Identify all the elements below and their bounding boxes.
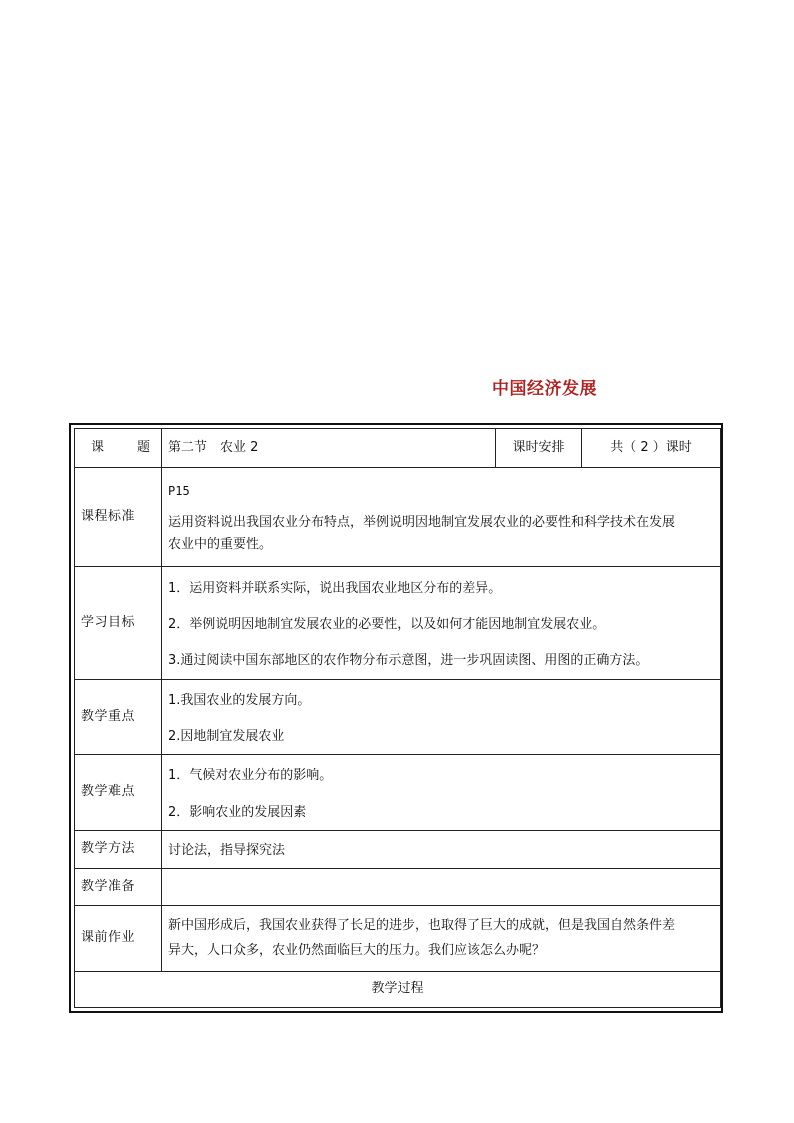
methods-value (162, 831, 721, 869)
standard-label: 课程标准 (75, 468, 162, 567)
process-header: 教学过程 (75, 972, 721, 1008)
key-points-label: 教学重点 (75, 680, 162, 755)
standard-text-line2: 农业中的重要性。 (168, 537, 273, 553)
row-standard (75, 468, 721, 567)
methods-text: 讨论法，指导探究法 (168, 843, 286, 859)
row-process (75, 972, 721, 1008)
difficulty-item: 2．影响农业的发展因素 (168, 804, 307, 820)
row-preparation (75, 869, 721, 906)
objective-item: 3.通过阅读中国东部地区的农作物分布示意图，进一步巩固读图、用图的正确方法。 (168, 653, 649, 669)
methods-label: 教学方法 (75, 831, 162, 869)
topic-label (75, 429, 162, 468)
row-methods (75, 831, 721, 869)
pre-class-text-line1: 新中国形成后，我国农业获得了长足的进步，也取得了巨大的成就，但是我国自然条件差 (168, 918, 676, 934)
topic-value: 第二节 农业 2 (162, 429, 496, 468)
document-title: 中国经济发展 (492, 379, 597, 399)
topic-label-part2: 题 (137, 439, 151, 455)
standard-content (162, 468, 721, 567)
topic-label-part1: 课 (91, 439, 105, 455)
standard-text-line1: 运用资料说出我国农业分布特点，举例说明因地制宜发展农业的必要性和科学技术在发展 (168, 515, 676, 531)
row-topic (75, 429, 721, 468)
key-point-item: 1.我国农业的发展方向。 (168, 692, 311, 708)
pre-class-content (162, 906, 721, 972)
difficulties-content (162, 755, 721, 831)
objective-item: 1．运用资料并联系实际，说出我国农业地区分布的差异。 (168, 580, 502, 596)
objectives-content (162, 567, 721, 680)
row-key-points (75, 680, 721, 755)
key-point-item: 2.因地制宜发展农业 (168, 729, 285, 744)
row-difficulties (75, 755, 721, 831)
preparation-label: 教学准备 (75, 869, 162, 906)
preparation-value (162, 869, 721, 906)
schedule-label: 课时安排 (496, 429, 582, 468)
row-pre-class (75, 906, 721, 972)
standard-page-ref: P15 (168, 484, 190, 499)
objectives-label: 学习目标 (75, 567, 162, 680)
difficulty-item: 1．气候对农业分布的影响。 (168, 768, 333, 784)
pre-class-label: 课前作业 (75, 906, 162, 972)
schedule-value: 共（ 2 ）课时 (582, 429, 721, 468)
objective-item: 2．举例说明因地制宜发展农业的必要性，以及如何才能因地制宜发展农业。 (168, 616, 606, 632)
pre-class-text-line2: 异大，人口众多，农业仍然面临巨大的压力。我们应该怎么办呢？ (168, 942, 546, 958)
difficulties-label: 教学难点 (75, 755, 162, 831)
lesson-plan-table (74, 428, 721, 1008)
key-points-content (162, 680, 721, 755)
row-objectives (75, 567, 721, 680)
